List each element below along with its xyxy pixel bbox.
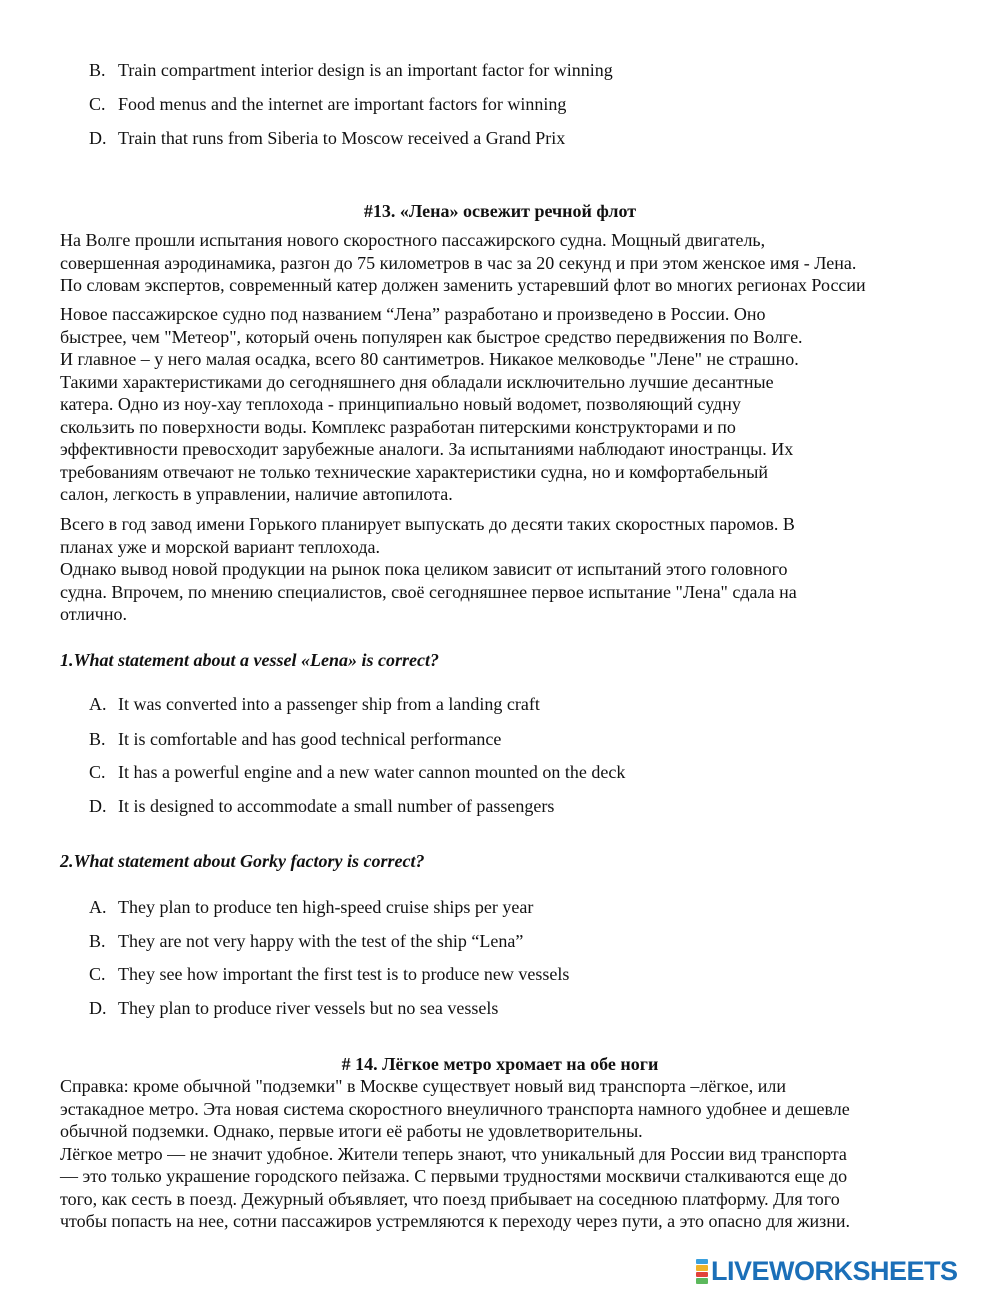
text-line: Однако вывод новой продукции на рынок пока целиком зависит от испытаний этого головного xyxy=(60,559,788,579)
section-13-intro xyxy=(60,229,950,297)
option-text: Food menus and the internet are important factors for winning xyxy=(118,94,567,114)
option-text: They plan to produce ten high-speed cruise ships per year xyxy=(118,897,534,917)
section-13-closing xyxy=(60,513,950,626)
text-line: катера. Одно из ноу-хау теплохода - принципиально новый водомет, позволяющий судну xyxy=(60,394,741,414)
text-line: По словам экспертов, современный катер должен заменить устаревший флот во многих регионах России xyxy=(60,275,866,295)
logo-icon-bar xyxy=(696,1259,708,1265)
text-line: планах уже и морской вариант теплохода. xyxy=(60,536,380,557)
text-line: Такими характеристиками до сегодняшнего дня обладали исключительно лучшие десантные xyxy=(60,371,774,392)
option-letter: C. xyxy=(89,762,106,782)
option-item xyxy=(89,94,566,115)
option-letter: B. xyxy=(89,60,106,80)
text-line: На Волге прошли испытания нового скоростного пассажирского судна. Мощный двигатель, xyxy=(60,230,766,250)
logo-icon-bar xyxy=(696,1265,708,1271)
option-item xyxy=(89,964,569,985)
question-1: 1.What statement about a vessel «Lena» is correct? xyxy=(60,650,439,670)
liveworksheets-logo xyxy=(696,1256,958,1286)
text-line: судна. Впрочем, по мнению специалистов, своё сегодняшнее первое испытание "Лена" сдала на xyxy=(60,581,797,602)
option-letter: D. xyxy=(89,128,107,148)
logo-text: LIVEWORKSHEETS xyxy=(711,1255,958,1286)
option-item xyxy=(89,796,554,817)
text-line: обычной подземки. Однако, первые итоги её работы не удовлетворительны. xyxy=(60,1121,643,1141)
text-line: Всего в год завод имени Горького планирует выпускать до десяти таких скоростных паромов. В xyxy=(60,514,795,534)
logo-icon-bar xyxy=(696,1278,708,1284)
text-line: салон, легкость в управлении, наличие автопилота. xyxy=(60,484,453,504)
option-item xyxy=(89,931,523,952)
text-line: того, как сесть в поезд. Дежурный объявляет, что поезд прибывает на соседнюю платформу. Для того xyxy=(60,1188,840,1209)
text-line: чтобы попасть на нее, сотни пассажиров устремляются к переходу через пути, а это опасно для жизни. xyxy=(60,1211,851,1231)
option-text: It is comfortable and has good technical performance xyxy=(118,729,502,749)
logo-icon-bar xyxy=(696,1272,708,1278)
option-item xyxy=(89,897,533,918)
liveworksheets-logo-icon xyxy=(696,1258,708,1284)
option-letter: B. xyxy=(89,931,106,951)
option-text: They plan to produce river vessels but no sea vessels xyxy=(118,998,499,1018)
text-line: И главное – у него малая осадка, всего 80 сантиметров. Никакое мелководье "Лене" не страшно. xyxy=(60,349,799,369)
option-text: Train that runs from Siberia to Moscow received a Grand Prix xyxy=(118,128,566,148)
option-letter: C. xyxy=(89,964,106,984)
option-letter: A. xyxy=(89,694,107,714)
text-line: быстрее, чем "Метеор", который очень популярен как быстрое средство передвижения по Волге. xyxy=(60,326,803,347)
option-text: Train compartment interior design is an important factor for winning xyxy=(118,60,613,80)
text-line: требованиям отвечают не только технические характеристики судна, но и комфортабельный xyxy=(60,461,768,482)
option-item xyxy=(89,60,613,81)
section-14-title: # 14. Лёгкое метро хромает на обе ноги xyxy=(341,1054,659,1074)
option-text: They are not very happy with the test of the ship “Lena” xyxy=(118,931,524,951)
text-line: совершенная аэродинамика, разгон до 75 километров в час за 20 секунд и при этом женское имя - Лена. xyxy=(60,252,857,273)
option-item xyxy=(89,762,625,783)
option-item xyxy=(89,729,501,750)
option-item xyxy=(89,998,498,1019)
text-line: эстакадное метро. Эта новая система скоростного внеуличного транспорта намного удобнее и дешевле xyxy=(60,1098,850,1119)
option-letter: D. xyxy=(89,796,107,816)
question-2: 2.What statement about Gorky factory is correct? xyxy=(60,851,425,871)
option-item xyxy=(89,128,565,149)
text-line: — это только украшение городского пейзажа. С первыми трудностями москвичи сталкиваются еще до xyxy=(60,1166,848,1186)
text-line: Лёгкое метро — не значит удобное. Жители теперь знают, что уникальный для России вид транспорта xyxy=(60,1143,847,1164)
option-letter: C. xyxy=(89,94,106,114)
text-line: эффективности превосходит зарубежные аналоги. За испытаниями наблюдают иностранцы. Их xyxy=(60,439,794,459)
option-letter: D. xyxy=(89,998,107,1018)
option-letter: A. xyxy=(89,897,107,917)
section-14-body xyxy=(60,1075,950,1233)
option-letter: B. xyxy=(89,729,106,749)
option-text: They see how important the first test is to produce new vessels xyxy=(118,964,570,984)
text-line: Новое пассажирское судно под названием “Лена” разработано и произведено в России. Оно xyxy=(60,304,766,324)
option-item xyxy=(89,694,540,715)
section-13-body xyxy=(60,303,950,506)
text-line: Справка: кроме обычной "подземки" в Москве существует новый вид транспорта –лёгкое, или xyxy=(60,1076,786,1096)
option-text: It has a powerful engine and a new water cannon mounted on the deck xyxy=(118,762,626,782)
text-line: скользить по поверхности воды. Комплекс разработан питерскими конструкторами и по xyxy=(60,416,736,437)
section-13-title: #13. «Лена» освежит речной флот xyxy=(363,201,637,221)
option-text: It was converted into a passenger ship from a landing craft xyxy=(118,694,540,714)
option-text: It is designed to accommodate a small number of passengers xyxy=(118,796,555,816)
text-line: отлично. xyxy=(60,604,127,624)
